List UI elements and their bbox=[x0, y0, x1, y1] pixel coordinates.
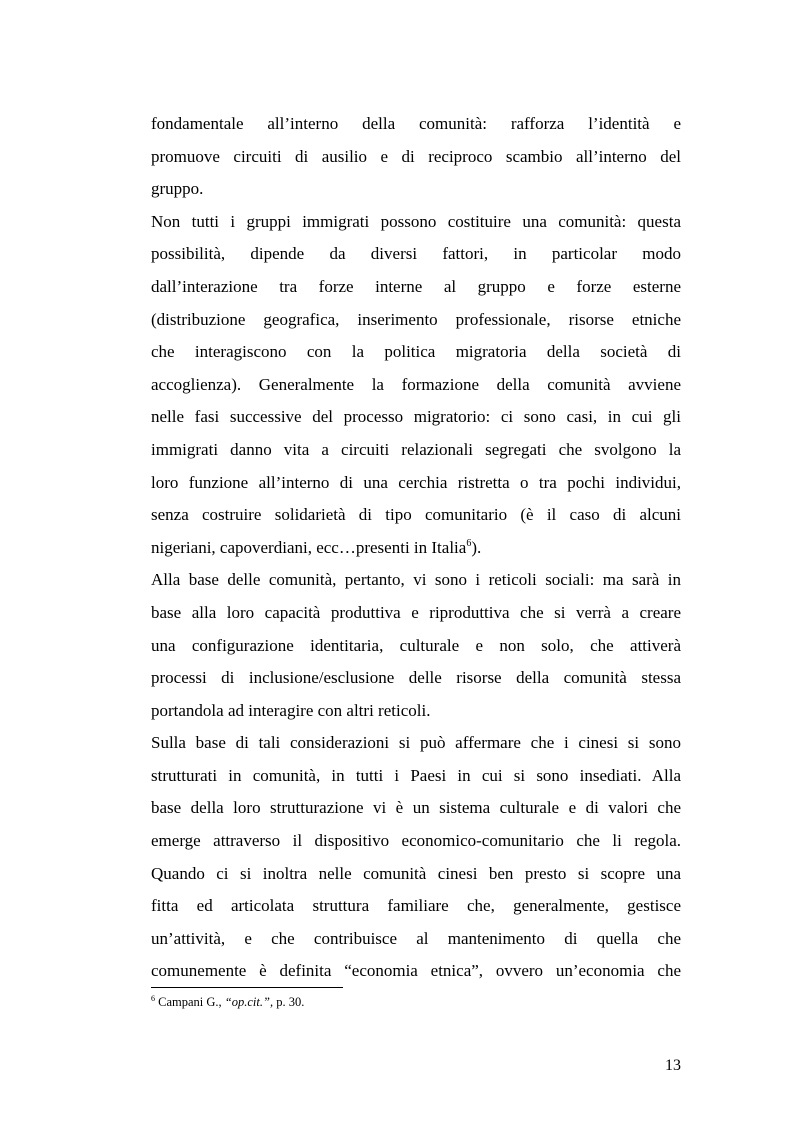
text-line: possibilità, dipende da diversi fattori, in particolar modo bbox=[151, 244, 681, 264]
text-line: immigrati danno vita a circuiti relazionali segregati che svolgono la bbox=[151, 439, 681, 459]
text-line: che interagiscono con la politica migratoria della società di bbox=[151, 342, 681, 362]
text-line: fondamentale all’interno della comunità: rafforza l’identità e bbox=[151, 114, 681, 133]
body-text bbox=[151, 108, 681, 988]
footnote bbox=[151, 995, 304, 1010]
text-line: loro funzione all’interno di una cerchia ristretta o tra pochi individui, bbox=[151, 472, 681, 492]
text-line: accoglienza). Generalmente la formazione della comunità avviene bbox=[151, 374, 681, 394]
text-segment: nigeriani, capoverdiani, ecc…presenti in Italia bbox=[151, 537, 467, 557]
text-line: fitta ed articolata struttura familiare che, generalmente, gestisce bbox=[151, 896, 681, 916]
text-line: comunemente è definita “economia etnica”, ovvero un’economia che bbox=[151, 961, 681, 981]
text-line-with-footnote-ref bbox=[151, 532, 681, 565]
footnote-divider bbox=[151, 987, 343, 988]
text-line: promuove circuiti di ausilio e di reciproco scambio all’interno del bbox=[151, 146, 681, 166]
text-line: Quando ci si inoltra nelle comunità cinesi ben presto si scopre una bbox=[151, 863, 681, 883]
footnote-page: p. 30. bbox=[273, 995, 305, 1009]
text-line: un’attività, e che contribuisce al mantenimento di quella che bbox=[151, 928, 681, 948]
text-line: processi di inclusione/esclusione delle risorse della comunità stessa bbox=[151, 668, 681, 688]
footnote-reference[interactable]: 6 bbox=[466, 537, 472, 549]
text-line: base alla loro capacità produttiva e riproduttiva che si verrà a creare bbox=[151, 602, 681, 622]
text-line: dall’interazione tra forze interne al gruppo e forze esterne bbox=[151, 276, 681, 296]
footnote-author: Campani G., bbox=[158, 995, 225, 1009]
footnote-number: 6 bbox=[151, 994, 155, 1003]
text-line: Sulla base di tali considerazioni si può affermare che i cinesi si sono bbox=[151, 733, 681, 753]
text-line: (distribuzione geografica, inserimento professionale, risorse etniche bbox=[151, 309, 681, 329]
text-line: base della loro strutturazione vi è un sistema culturale e di valori che bbox=[151, 798, 681, 818]
text-segment: ). bbox=[471, 537, 482, 557]
text-line: Alla base delle comunità, pertanto, vi sono i reticoli sociali: ma sarà in bbox=[151, 570, 681, 590]
text-line: una configurazione identitaria, culturale e non solo, che attiverà bbox=[151, 635, 681, 655]
page-number: 13 bbox=[665, 1057, 681, 1074]
text-line: gruppo. bbox=[151, 179, 204, 199]
text-line: emerge attraverso il dispositivo economico-comunitario che li regola. bbox=[151, 831, 681, 851]
text-line: Non tutti i gruppi immigrati possono costituire una comunità: questa bbox=[151, 211, 681, 231]
text-line: nelle fasi successive del processo migratorio: ci sono casi, in cui gli bbox=[151, 407, 681, 427]
text-line: portandola ad interagire con altri reticoli. bbox=[151, 700, 431, 720]
text-line: senza costruire solidarietà di tipo comunitario (è il caso di alcuni bbox=[151, 505, 681, 525]
text-line: strutturati in comunità, in tutti i Paesi in cui si sono insediati. Alla bbox=[151, 765, 681, 785]
footnote-title: “op.cit.”, bbox=[224, 995, 274, 1009]
